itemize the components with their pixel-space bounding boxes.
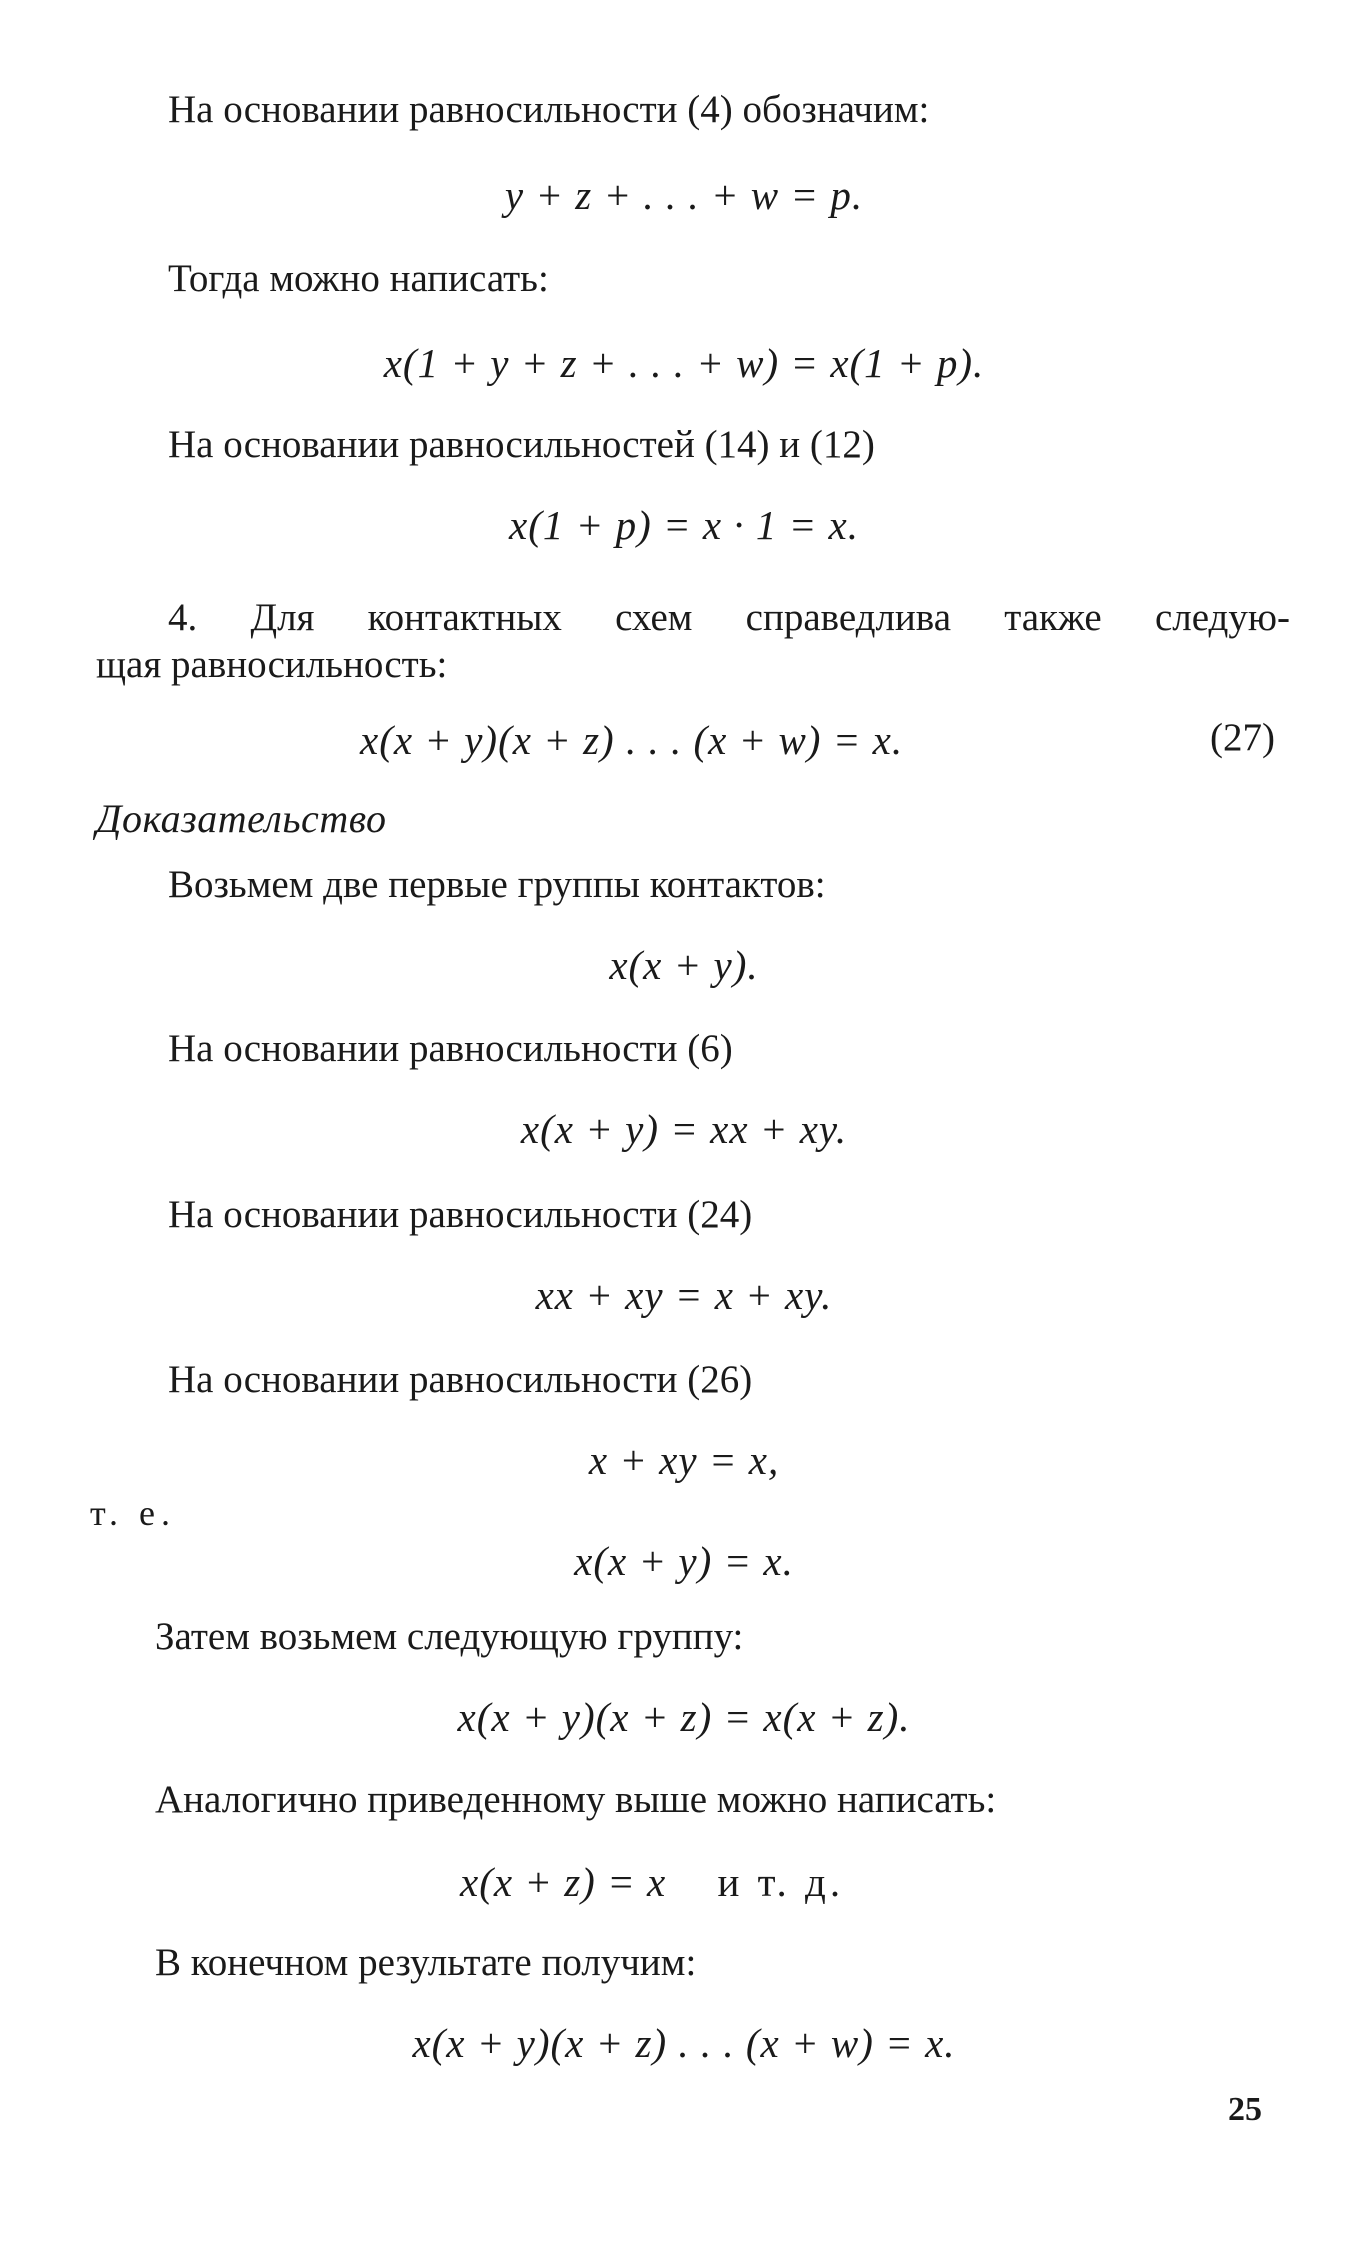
paragraph-8: На основании равносильности (26) [168,1358,753,1401]
paragraph-2: Тогда можно написать: [168,257,549,300]
equation-9: x(x + y) = x. [574,1538,794,1584]
paragraph-4-line-2: щая равносильность: [96,643,448,686]
paragraph-4-line-1: 4. Для контактных схем справедлива также следую- [168,596,1290,639]
equation-11 [460,1857,844,1907]
te-abbreviation: т. е. [90,1493,177,1533]
equation-1: y + z + . . . + w = p. [504,172,864,218]
equation-7: xx + xy = x + xy. [535,1272,833,1318]
equation-number-27: (27) [1210,716,1275,759]
paragraph-1: На основании равносильности (4) обозначим: [168,88,930,131]
equation-11-formula: x(x + z) = x [460,1859,667,1905]
page-number: 25 [1228,2091,1262,2128]
paragraph-3: На основании равносильностей (14) и (12) [168,423,875,466]
equation-11-suffix: и т. д. [717,1859,845,1905]
equation-6: x(x + y) = xx + xy. [520,1106,848,1152]
paragraph-7: На основании равносильности (24) [168,1193,753,1236]
equation-10: x(x + y)(x + z) = x(x + z). [457,1694,911,1740]
paragraph-5: Возьмем две первые группы контактов: [168,863,826,906]
proof-heading: Доказательство [96,796,387,841]
equation-3: x(1 + p) = x · 1 = x. [509,502,859,548]
paragraph-6: На основании равносильности (6) [168,1027,733,1070]
equation-27: x(x + y)(x + z) . . . (x + w) = x. [360,717,904,763]
equation-8: x + xy = x, [588,1437,780,1483]
equation-2: x(1 + y + z + . . . + w) = x(1 + p). [383,340,985,386]
paragraph-10: Аналогично приведенному выше можно написать: [155,1778,997,1821]
paragraph-9: Затем возьмем следующую группу: [155,1615,744,1658]
equation-5: x(x + y). [609,942,759,988]
paragraph-11: В конечном результате получим: [155,1941,697,1984]
equation-12: x(x + y)(x + z) . . . (x + w) = x. [412,2020,956,2066]
